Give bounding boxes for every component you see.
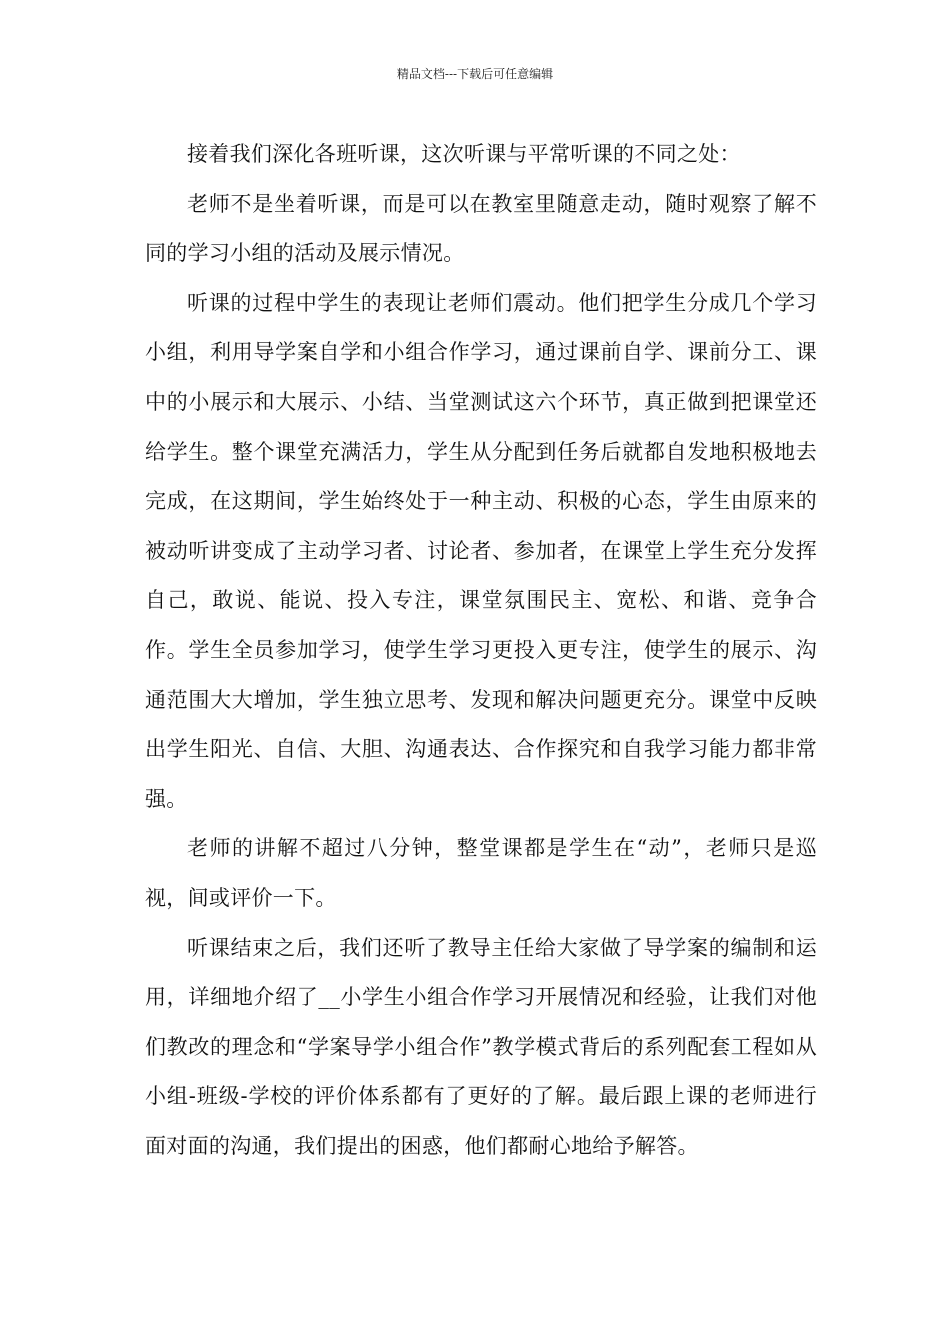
paragraph-1: 接着我们深化各班听课，这次听课与平常听课的不同之处： <box>187 142 741 166</box>
paragraph-2: 老师不是坐着听课，而是可以在教室里随意走动，随时观察了解不同的学习小组的活动及展示情况。 <box>145 191 817 266</box>
document-body <box>145 130 817 1171</box>
paragraph-3: 听课的过程中学生的表现让老师们震动。他们把学生分成几个学习小组，利用导学案自学和小组合作学习，通过课前自学、课前分工、课中的小展示和大展示、小结、当堂测试这六个环节，真正做到把课堂还给学生。整个课堂充满活力，学生从分配到任务后就都自发地积极地去完成，在这期间，学生始终处于一种主动、积极的心态，学生由原来的被动听讲变成了主动学习者、讨论者、参加者，在课堂上学生充分发挥自己，敢说、能说、投入专注，课堂氛围民主、宽松、和谐、竞争合作。学生全员参加学习，使学生学习更投入更专注，使学生的展示、沟通范围大大增加，学生独立思考、发现和解决问题更充分。课堂中反映出学生阳光、自信、大胆、沟通表达、合作探究和自我学习能力都非常强。 <box>145 290 817 811</box>
page-header: 精品文档---下载后可任意编辑 <box>396 67 554 81</box>
paragraph-5: 听课结束之后，我们还听了教导主任给大家做了导学案的编制和运用，详细地介绍了__小学生小组合作学习开展情况和经验，让我们对他们教改的理念和“学案导学小组合作”教学模式背后的系列配套工程如从小组-班级-学校的评价体系都有了更好的了解。最后跟上课的老师进行面对面的沟通，我们提出的困惑，他们都耐心地给予解答。 <box>145 935 817 1158</box>
paragraph-4: 老师的讲解不超过八分钟，整堂课都是学生在“动”，老师只是巡视，间或评价一下。 <box>145 836 817 910</box>
